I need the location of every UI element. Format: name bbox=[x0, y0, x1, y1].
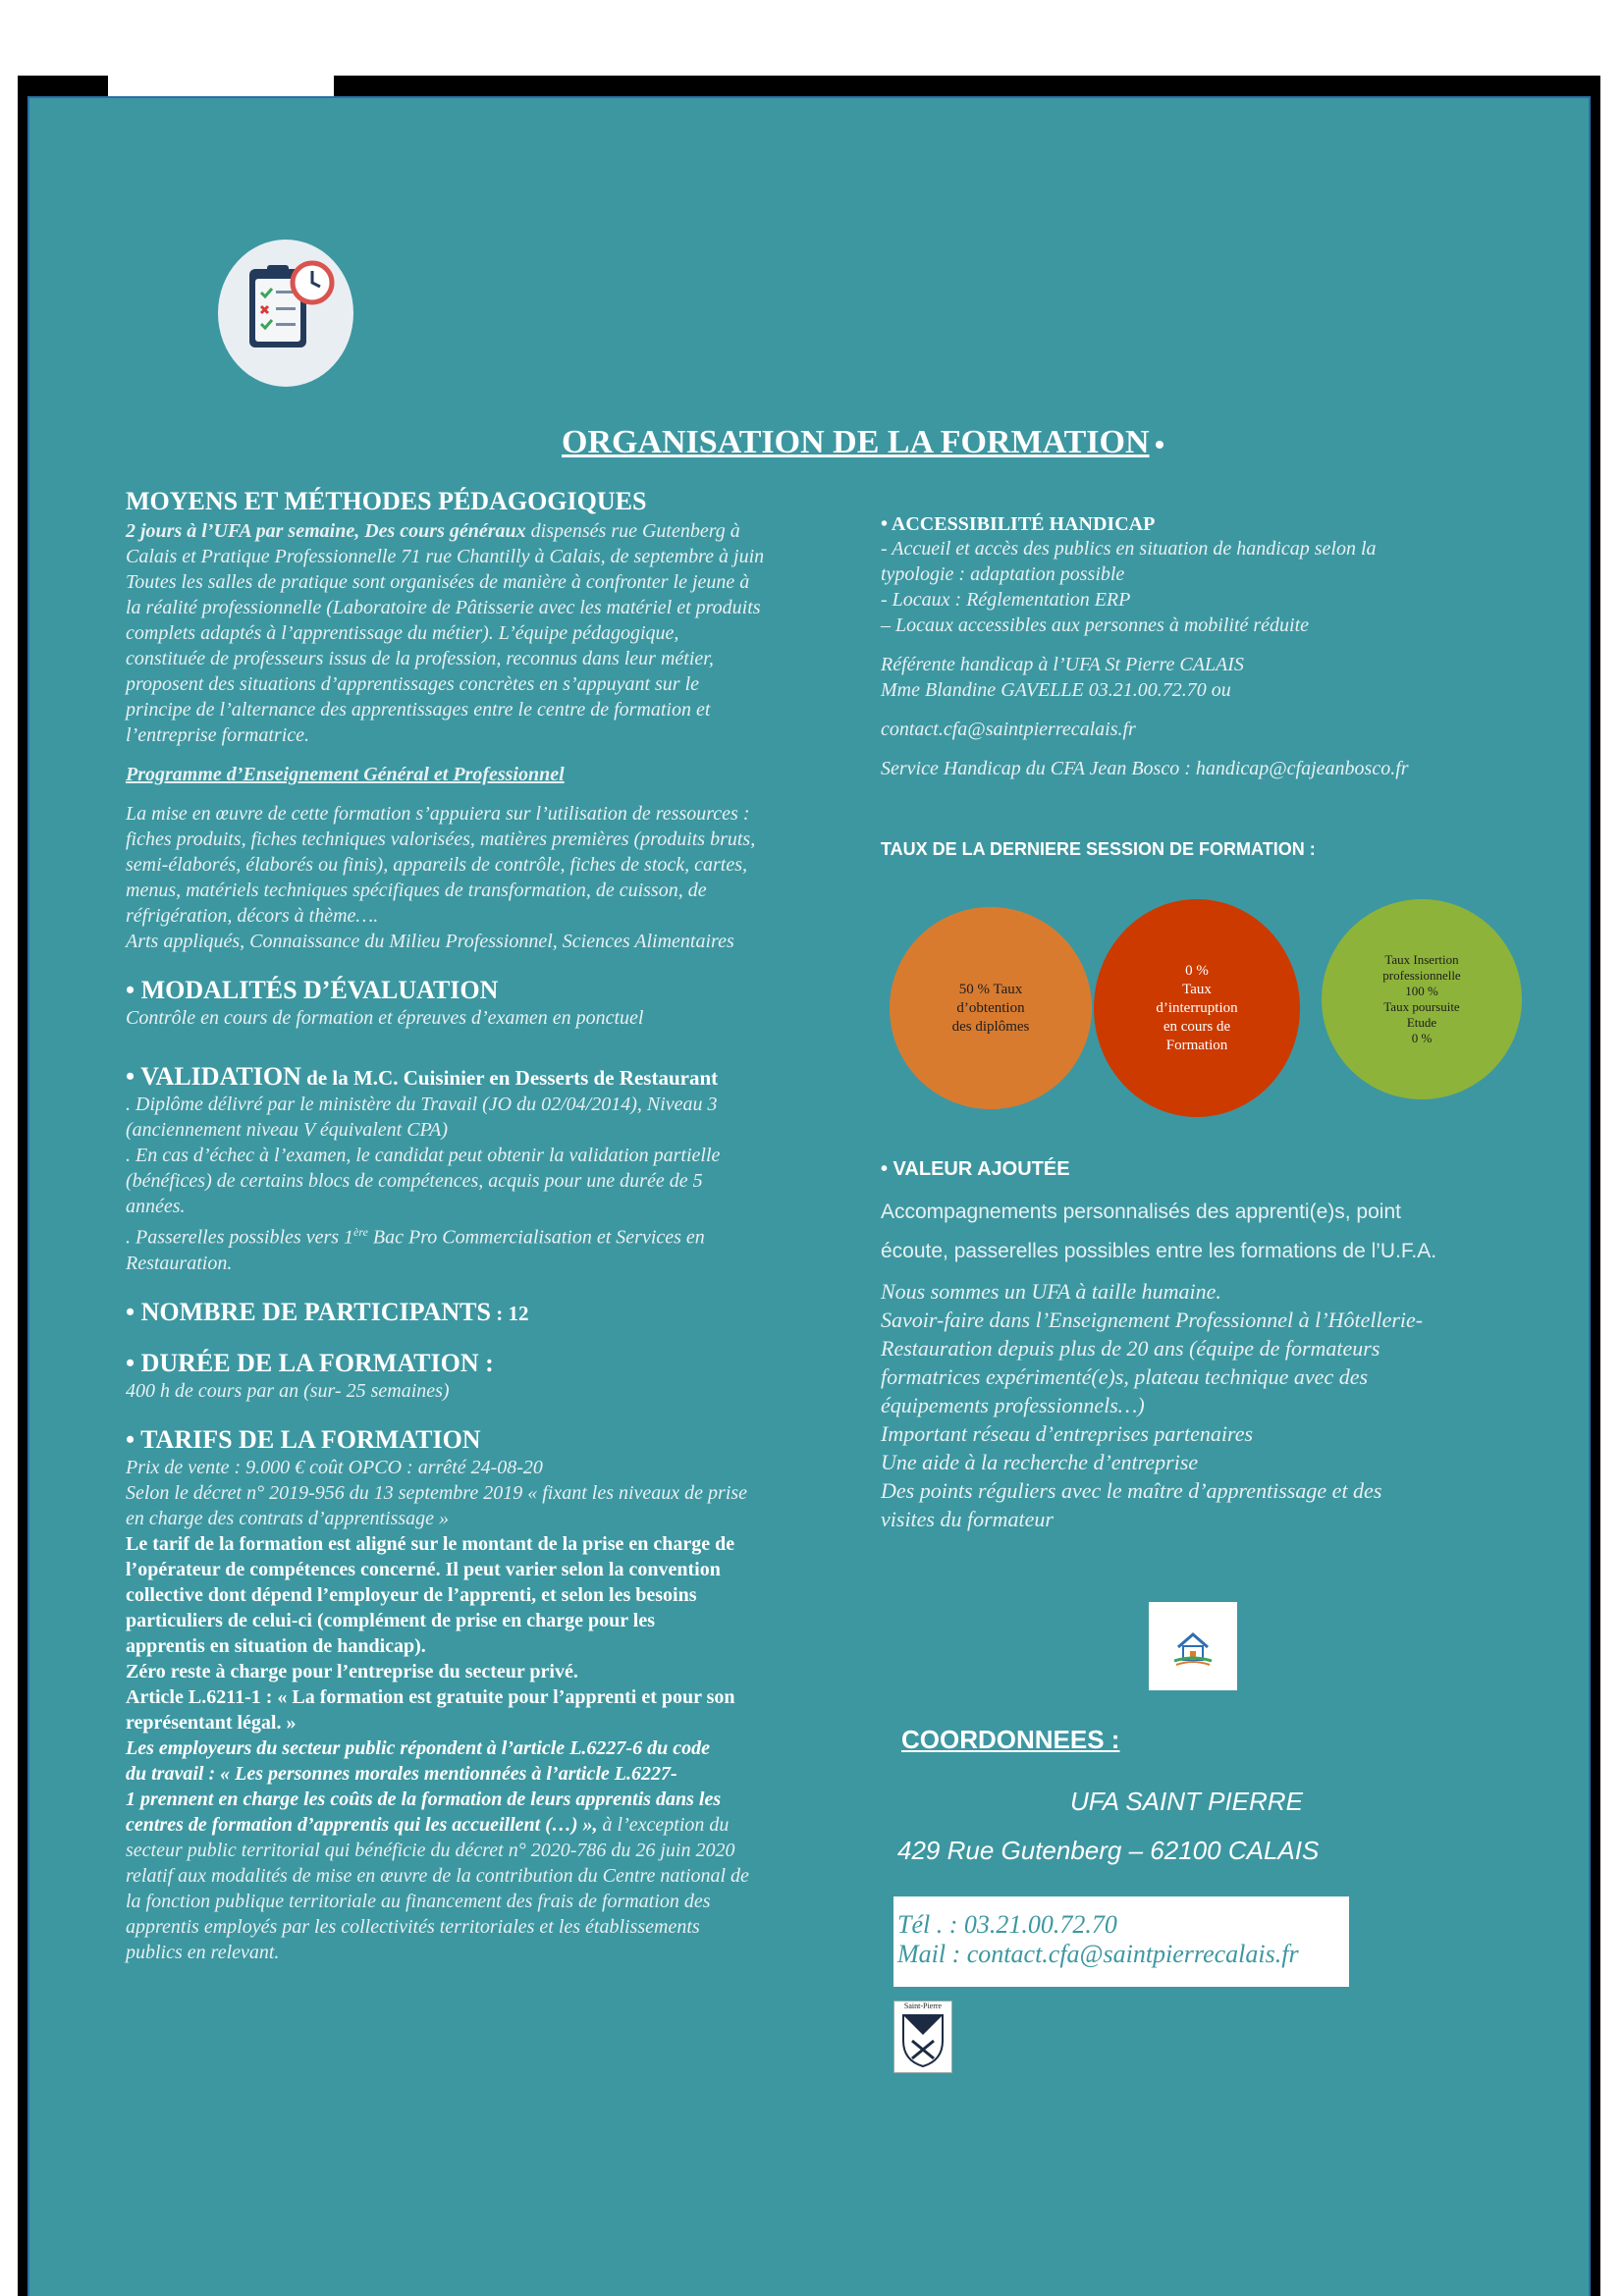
valeur-italic-line: Important réseau d’entreprises partenaires bbox=[881, 1421, 1254, 1446]
validation-line: années. bbox=[126, 1196, 186, 1217]
programme-link[interactable]: Programme d’Enseignement Général et Professionnel bbox=[126, 764, 565, 785]
moyens-line: principe de l’alternance des apprentissages entre le centre de formation et bbox=[126, 699, 711, 721]
circle-line: Etude bbox=[1406, 1015, 1437, 1030]
tarifs-bold-line: représentant légal. » bbox=[126, 1711, 297, 1734]
circle-line: en cours de bbox=[1163, 1018, 1231, 1035]
circle-line: professionnelle bbox=[1382, 968, 1461, 983]
frame-tab bbox=[108, 76, 334, 97]
house-logo-icon bbox=[1149, 1602, 1237, 1690]
house-logo bbox=[1149, 1602, 1237, 1690]
tarifs-bold-line: Zéro reste à charge pour l’entreprise du secteur privé. bbox=[126, 1660, 578, 1682]
tarifs-italic-line: en charge des contrats d’apprentissage » bbox=[126, 1507, 450, 1529]
accessibilite-line: - Accueil et accès des publics en situation de handicap selon la bbox=[881, 538, 1377, 560]
validation-line: (anciennement niveau V équivalent CPA) bbox=[126, 1119, 449, 1141]
accessibilite-line: – Locaux accessibles aux personnes à mobilité réduite bbox=[881, 614, 1310, 636]
moyens-section bbox=[126, 487, 872, 1965]
resources-line: Arts appliqués, Connaissance du Milieu Professionnel, Sciences Alimentaires bbox=[126, 931, 734, 952]
tarifs-bold-line: Article L.6211-1 : « La formation est gratuite pour l’apprenti et pour son bbox=[126, 1685, 735, 1708]
taux-circle-insertion bbox=[1322, 899, 1522, 1099]
tarifs-tail-line: relatif aux modalités de mise en œuvre de la contribution du Centre national de bbox=[126, 1864, 749, 1887]
contact-tel[interactable]: Tél . : 03.21.00.72.70 bbox=[897, 1910, 1117, 1939]
duree-heading: • DURÉE DE LA FORMATION : bbox=[126, 1348, 494, 1377]
moyens-line: Calais et Pratique Professionnelle 71 rue Chantilly à Calais, de septembre à juin bbox=[126, 546, 765, 567]
tarifs-tail-line: secteur public territorial qui bénéficie du décret n° 2020-786 du 26 juin 2020 bbox=[126, 1839, 735, 1861]
tarifs-italic-line: Selon le décret n° 2019-956 du 13 septembre 2019 « fixant les niveaux de prise bbox=[126, 1481, 748, 1504]
valeur-italic-line: Des points réguliers avec le maître d’apprentissage et des bbox=[881, 1478, 1382, 1503]
tarifs-bold-line: particuliers de celui-ci (complément de prise en charge pour les bbox=[126, 1609, 655, 1631]
referent-line: Référente handicap à l’UFA St Pierre CALAIS bbox=[881, 654, 1244, 675]
circle-line: des diplômes bbox=[951, 1018, 1030, 1035]
ufa-address: 429 Rue Gutenberg – 62100 CALAIS bbox=[897, 1836, 1320, 1865]
moyens-line: l’entreprise formatrice. bbox=[126, 724, 310, 746]
tarifs-bold-italic-line: 1 prennent en charge les coûts de la formation de leurs apprentis dans les bbox=[126, 1788, 722, 1810]
tarifs-bold-italic-line: du travail : « Les personnes morales mentionnées à l’article L.6227- bbox=[126, 1762, 677, 1785]
taux-circle-interruption bbox=[1094, 899, 1300, 1117]
valeur-sans-line: Accompagnements personnalisés des apprenti(e)s, point bbox=[881, 1201, 1401, 1223]
evaluation-text: Contrôle en cours de formation et épreuves d’examen en ponctuel bbox=[126, 1007, 644, 1029]
taux-heading: TAUX DE LA DERNIERE SESSION DE FORMATION : bbox=[881, 839, 1316, 859]
validation-passerelle: . Passerelles possibles vers 1ère Bac Pro Commercialisation et Services en bbox=[126, 1225, 705, 1249]
valeur-italic-line: Une aide à la recherche d’entreprise bbox=[881, 1450, 1199, 1474]
validation-line: . Diplôme délivré par le ministère du Travail (JO du 02/04/2014), Niveau 3 bbox=[126, 1094, 718, 1115]
circle-line: Taux bbox=[1182, 981, 1212, 997]
tarifs-heading: • TARIFS DE LA FORMATION bbox=[126, 1424, 481, 1454]
taux-circle-diplomes bbox=[890, 907, 1092, 1109]
valeur-sans-line: écoute, passerelles possibles entre les formations de l’U.F.A. bbox=[881, 1240, 1437, 1262]
valeur-italic-line: Restauration depuis plus de 20 ans (équipe de formateurs bbox=[881, 1336, 1380, 1361]
valeur-italic-line: visites du formateur bbox=[881, 1507, 1054, 1531]
resources-line: La mise en œuvre de cette formation s’appuiera sur l’utilisation de ressources : bbox=[126, 803, 750, 825]
tarifs-tail-line: la fonction publique territoriale au financement des frais de formation des bbox=[126, 1890, 711, 1912]
circle-line: Taux Insertion bbox=[1384, 952, 1459, 967]
circle-line: 0 % bbox=[1411, 1031, 1433, 1045]
circle-line: Taux poursuite bbox=[1383, 999, 1460, 1014]
tarifs-mixed-line: centres de formation d’apprentis qui les accueillent (…) », à l’exception du bbox=[126, 1813, 730, 1836]
ufa-name: UFA SAINT PIERRE bbox=[1070, 1787, 1303, 1816]
validation-line: Restauration. bbox=[126, 1252, 233, 1274]
tarifs-bold-italic-line: Les employeurs du secteur public répondent à l’article L.6227-6 du code bbox=[126, 1736, 710, 1759]
contact-mail[interactable]: Mail : contact.cfa@saintpierrecalais.fr bbox=[897, 1940, 1299, 1968]
valeur-italic-line: équipements professionnels…) bbox=[881, 1393, 1145, 1417]
saint-pierre-crest-icon bbox=[894, 2011, 951, 2070]
crest-label: Saint-Pierre bbox=[903, 2002, 943, 2010]
duree-text: 400 h de cours par an (sur- 25 semaines) bbox=[126, 1379, 450, 1402]
referent-line: Mme Blandine GAVELLE 03.21.00.72.70 ou bbox=[881, 679, 1231, 701]
circle-line: 0 % bbox=[1185, 962, 1209, 979]
accessibilite-line: - Locaux : Réglementation ERP bbox=[881, 589, 1131, 611]
resources-line: menus, matériels techniques spécifiques de transformation, de cuisson, de bbox=[126, 880, 707, 901]
moyens-lead: 2 jours à l’UFA par semaine, Des cours généraux dispensés rue Gutenberg à bbox=[126, 520, 740, 542]
tarifs-italic-line: Prix de vente : 9.000 € coût OPCO : arrêté 24-08-20 bbox=[126, 1456, 543, 1478]
circle-line: d’obtention bbox=[956, 999, 1025, 1016]
tarifs-bold-line: apprentis en situation de handicap). bbox=[126, 1634, 426, 1657]
service-handicap: Service Handicap du CFA Jean Bosco : handicap@cfajeanbosco.fr bbox=[881, 758, 1409, 779]
validation-line: . En cas d’échec à l’examen, le candidat peut obtenir la validation partielle bbox=[126, 1145, 721, 1166]
contact-box bbox=[893, 1896, 1349, 1987]
tarifs-bold-line: Le tarif de la formation est aligné sur le montant de la prise en charge de bbox=[126, 1532, 735, 1555]
moyens-line: constituée de professeurs issus de la profession, reconnus dans leur métier, bbox=[126, 648, 714, 669]
moyens-line: la réalité professionnelle (Laboratoire de Pâtisserie avec les matériel et produits bbox=[126, 597, 761, 618]
title-dot bbox=[1156, 441, 1163, 449]
accessibilite-line: typologie : adaptation possible bbox=[881, 563, 1125, 585]
participants-heading: • NOMBRE DE PARTICIPANTS : 12 bbox=[126, 1297, 529, 1326]
page-title: ORGANISATION DE LA FORMATION bbox=[562, 424, 1163, 461]
valeur-italic-line: Nous sommes un UFA à taille humaine. bbox=[881, 1279, 1221, 1304]
circle-line: 100 % bbox=[1405, 984, 1438, 998]
moyens-line: complets adaptés à l’apprentissage du métier). L’équipe pédagogique, bbox=[126, 622, 679, 644]
resources-line: réfrigération, décors à thème…. bbox=[126, 905, 379, 927]
accessibilite-section bbox=[881, 513, 1548, 781]
clipboard-checklist-clock-icon bbox=[242, 257, 340, 367]
valeur-italic-line: Savoir-faire dans l’Enseignement Professionnel à l’Hôtellerie- bbox=[881, 1308, 1424, 1332]
circle-line: 50 % Taux bbox=[958, 981, 1023, 997]
validation-heading: • VALIDATION de la M.C. Cuisinier en Desserts de Restaurant bbox=[126, 1062, 719, 1091]
tarifs-bold-line: l’opérateur de compétences concerné. Il peut varier selon la convention bbox=[126, 1558, 721, 1580]
moyens-line: proposent des situations d’apprentissages concrètes en s’appuyant sur le bbox=[126, 673, 700, 695]
valeur-section bbox=[881, 1158, 1588, 1533]
tarifs-bold-line: collective dont dépend l’employeur de l’apprenti, et selon les besoins bbox=[126, 1583, 697, 1606]
resources-line: fiches produits, fiches techniques valorisées, matières premières (produits bruts, bbox=[126, 828, 756, 850]
contact-email-link[interactable]: contact.cfa@saintpierrecalais.fr bbox=[881, 719, 1136, 740]
moyens-heading: MOYENS ET MÉTHODES PÉDAGOGIQUES bbox=[126, 487, 647, 515]
validation-line: (bénéfices) de certains blocs de compétences, acquis pour une durée de 5 bbox=[126, 1170, 703, 1192]
saint-pierre-crest bbox=[893, 2001, 952, 2073]
circle-line: d’interruption bbox=[1156, 999, 1238, 1016]
tarifs-tail-line: publics en relevant. bbox=[126, 1941, 280, 1963]
evaluation-heading: • MODALITÉS D’ÉVALUATION bbox=[126, 976, 499, 1004]
coordonnees-heading: COORDONNEES : bbox=[901, 1725, 1120, 1754]
resources-line: semi-élaborés, élaborés ou finis), appareils de contrôle, fiches de stock, cartes, bbox=[126, 854, 748, 876]
moyens-line: Toutes les salles de pratique sont organisées de manière à confronter le jeune à bbox=[126, 571, 750, 593]
circle-line: Formation bbox=[1165, 1037, 1228, 1053]
tarifs-tail-line: apprentis employés par les collectivités territoriales et les établissements bbox=[126, 1915, 700, 1938]
accessibilite-heading: • ACCESSIBILITÉ HANDICAP bbox=[881, 513, 1156, 535]
valeur-heading: • VALEUR AJOUTÉE bbox=[881, 1158, 1070, 1180]
valeur-italic-line: formatrices expérimenté(e)s, plateau technique avec des bbox=[881, 1364, 1369, 1389]
